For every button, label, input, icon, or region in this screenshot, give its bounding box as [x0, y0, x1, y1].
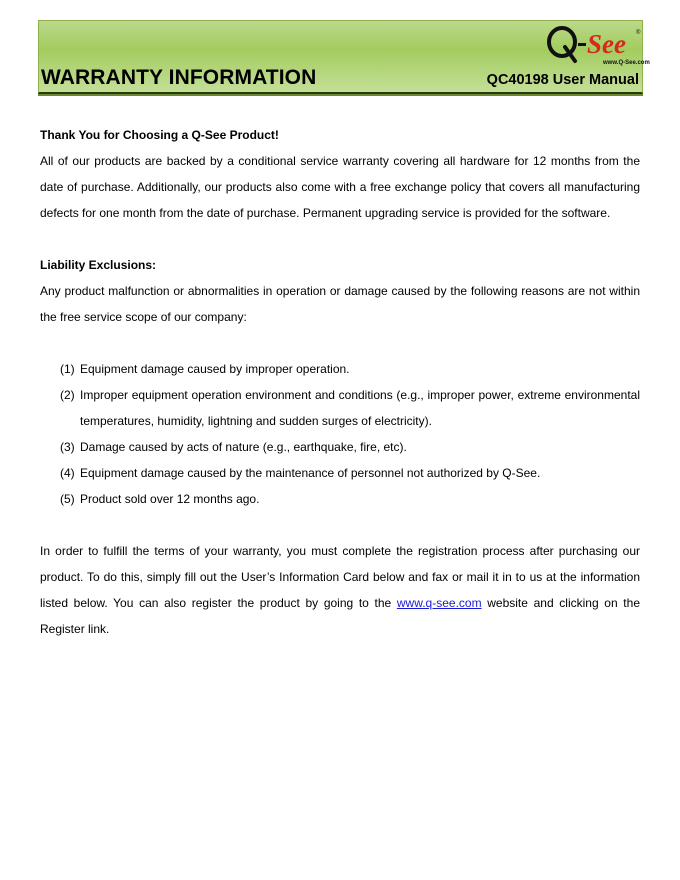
page-title: WARRANTY INFORMATION [41, 66, 317, 89]
svg-text:®: ® [636, 30, 641, 36]
svg-text:See: See [587, 29, 626, 59]
liability-intro: Any product malfunction or abnormalities in operation or damage caused by the following reasons are not within the free service scope of our company: [40, 284, 640, 324]
list-item: (3) Damage caused by acts of nature (e.g., earthquake, fire, etc). [60, 440, 407, 454]
list-item: (5) Product sold over 12 months ago. [60, 492, 260, 506]
q-see-logo [545, 23, 650, 67]
exclusion-list [60, 356, 640, 512]
registration-paragraph: In order to fulfill the terms of your warranty, you must complete the registration process after purchasing our product. To do this, simply fill out the User’s Information Card below and fax or mail it in to us at the information listed below. You can also register the product by going to the www.q-see.com website and clicking on the Register link. [40, 544, 640, 636]
list-item: (1) Equipment damage caused by improper operation. [60, 362, 350, 376]
list-item: (2) Improper equipment operation environment and conditions (e.g., improper power, extreme environmental temperatures, humidity, lightning and sudden surges of electricity). [60, 388, 640, 428]
logo-url: www.Q-See.com [603, 60, 650, 66]
manual-name: QC40198 User Manual [486, 72, 639, 88]
warranty-paragraph: All of our products are backed by a conditional service warranty covering all hardware for 12 months from the date of purchase. Additionally, our products also come with a free exchange policy that covers all manufacturing defects for one month from the date of purchase. Permanent upgrading service is provided for the software. [40, 154, 640, 220]
list-item: (4) Equipment damage caused by the maintenance of personnel not authorized by Q-See. [60, 466, 541, 480]
thank-you-heading: Thank You for Choosing a Q-See Product! [40, 128, 279, 142]
q-see-website-link[interactable]: www.q-see.com [396, 596, 482, 610]
page-header [38, 20, 650, 94]
document-body [40, 122, 640, 642]
liability-heading: Liability Exclusions: [40, 258, 157, 272]
